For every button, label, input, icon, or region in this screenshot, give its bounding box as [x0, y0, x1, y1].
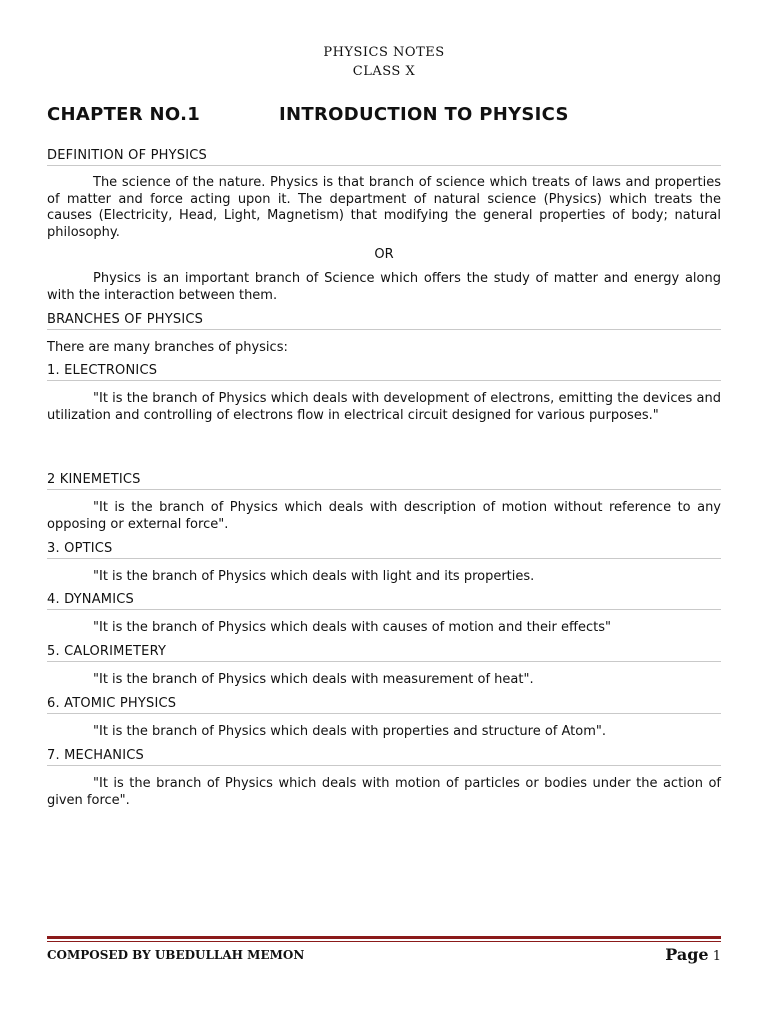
page-label: Page — [665, 945, 709, 964]
branch-description: "It is the branch of Physics which deals with description of motion without reference to any opposing or external force". — [47, 500, 721, 532]
branch-title: 1. ELECTRONICS — [47, 363, 721, 381]
branch-description: "It is the branch of Physics which deals with development of electrons, emitting the devices and utilization and controlling of electrons flow in electrical circuit designed for various purposes." — [47, 391, 721, 423]
branch-title: 5. CALORIMETERY — [47, 644, 721, 662]
section-heading-definition: DEFINITION OF PHYSICS — [47, 148, 721, 166]
branch-description: "It is the branch of Physics which deals with motion of particles or bodies under the action of given force". — [47, 776, 721, 808]
footer-page-number — [665, 945, 721, 964]
document-page — [47, 0, 721, 1024]
footer-author: COMPOSED BY UBEDULLAH MEMON — [47, 948, 305, 962]
branches-intro: There are many branches of physics: — [47, 340, 288, 355]
definition-paragraph-2: Physics is an important branch of Science which offers the study of matter and energy along with the interaction between them. — [47, 271, 721, 303]
header-title: PHYSICS NOTES — [323, 45, 445, 60]
section-heading-branches: BRANCHES OF PHYSICS — [47, 312, 721, 330]
branch-title: 6. ATOMIC PHYSICS — [47, 696, 721, 714]
page-number: 1 — [712, 949, 721, 964]
branch-description: "It is the branch of Physics which deals with measurement of heat". — [93, 672, 534, 687]
branch-description: "It is the branch of Physics which deals with causes of motion and their effects" — [93, 620, 611, 635]
or-separator: OR — [374, 247, 394, 262]
footer-divider — [47, 936, 721, 944]
branch-description: "It is the branch of Physics which deals with light and its properties. — [93, 569, 535, 584]
header-class: CLASS X — [352, 64, 416, 79]
branch-description: "It is the branch of Physics which deals with properties and structure of Atom". — [93, 724, 607, 739]
definition-paragraph-1: The science of the nature. Physics is that branch of science which treats of laws and properties of matter and force acting upon it. The department of natural science (Physics) which treats the causes (Electricity, Head, Light, Magnetism) that modifying the general properties of body; natural philosophy. — [47, 175, 721, 240]
branch-title: 2 KINEMETICS — [47, 472, 721, 490]
branch-title: 7. MECHANICS — [47, 748, 721, 766]
branch-title: 4. DYNAMICS — [47, 592, 721, 610]
chapter-title: INTRODUCTION TO PHYSICS — [279, 104, 569, 125]
branch-title: 3. OPTICS — [47, 541, 721, 559]
chapter-number: CHAPTER NO.1 — [47, 104, 201, 125]
